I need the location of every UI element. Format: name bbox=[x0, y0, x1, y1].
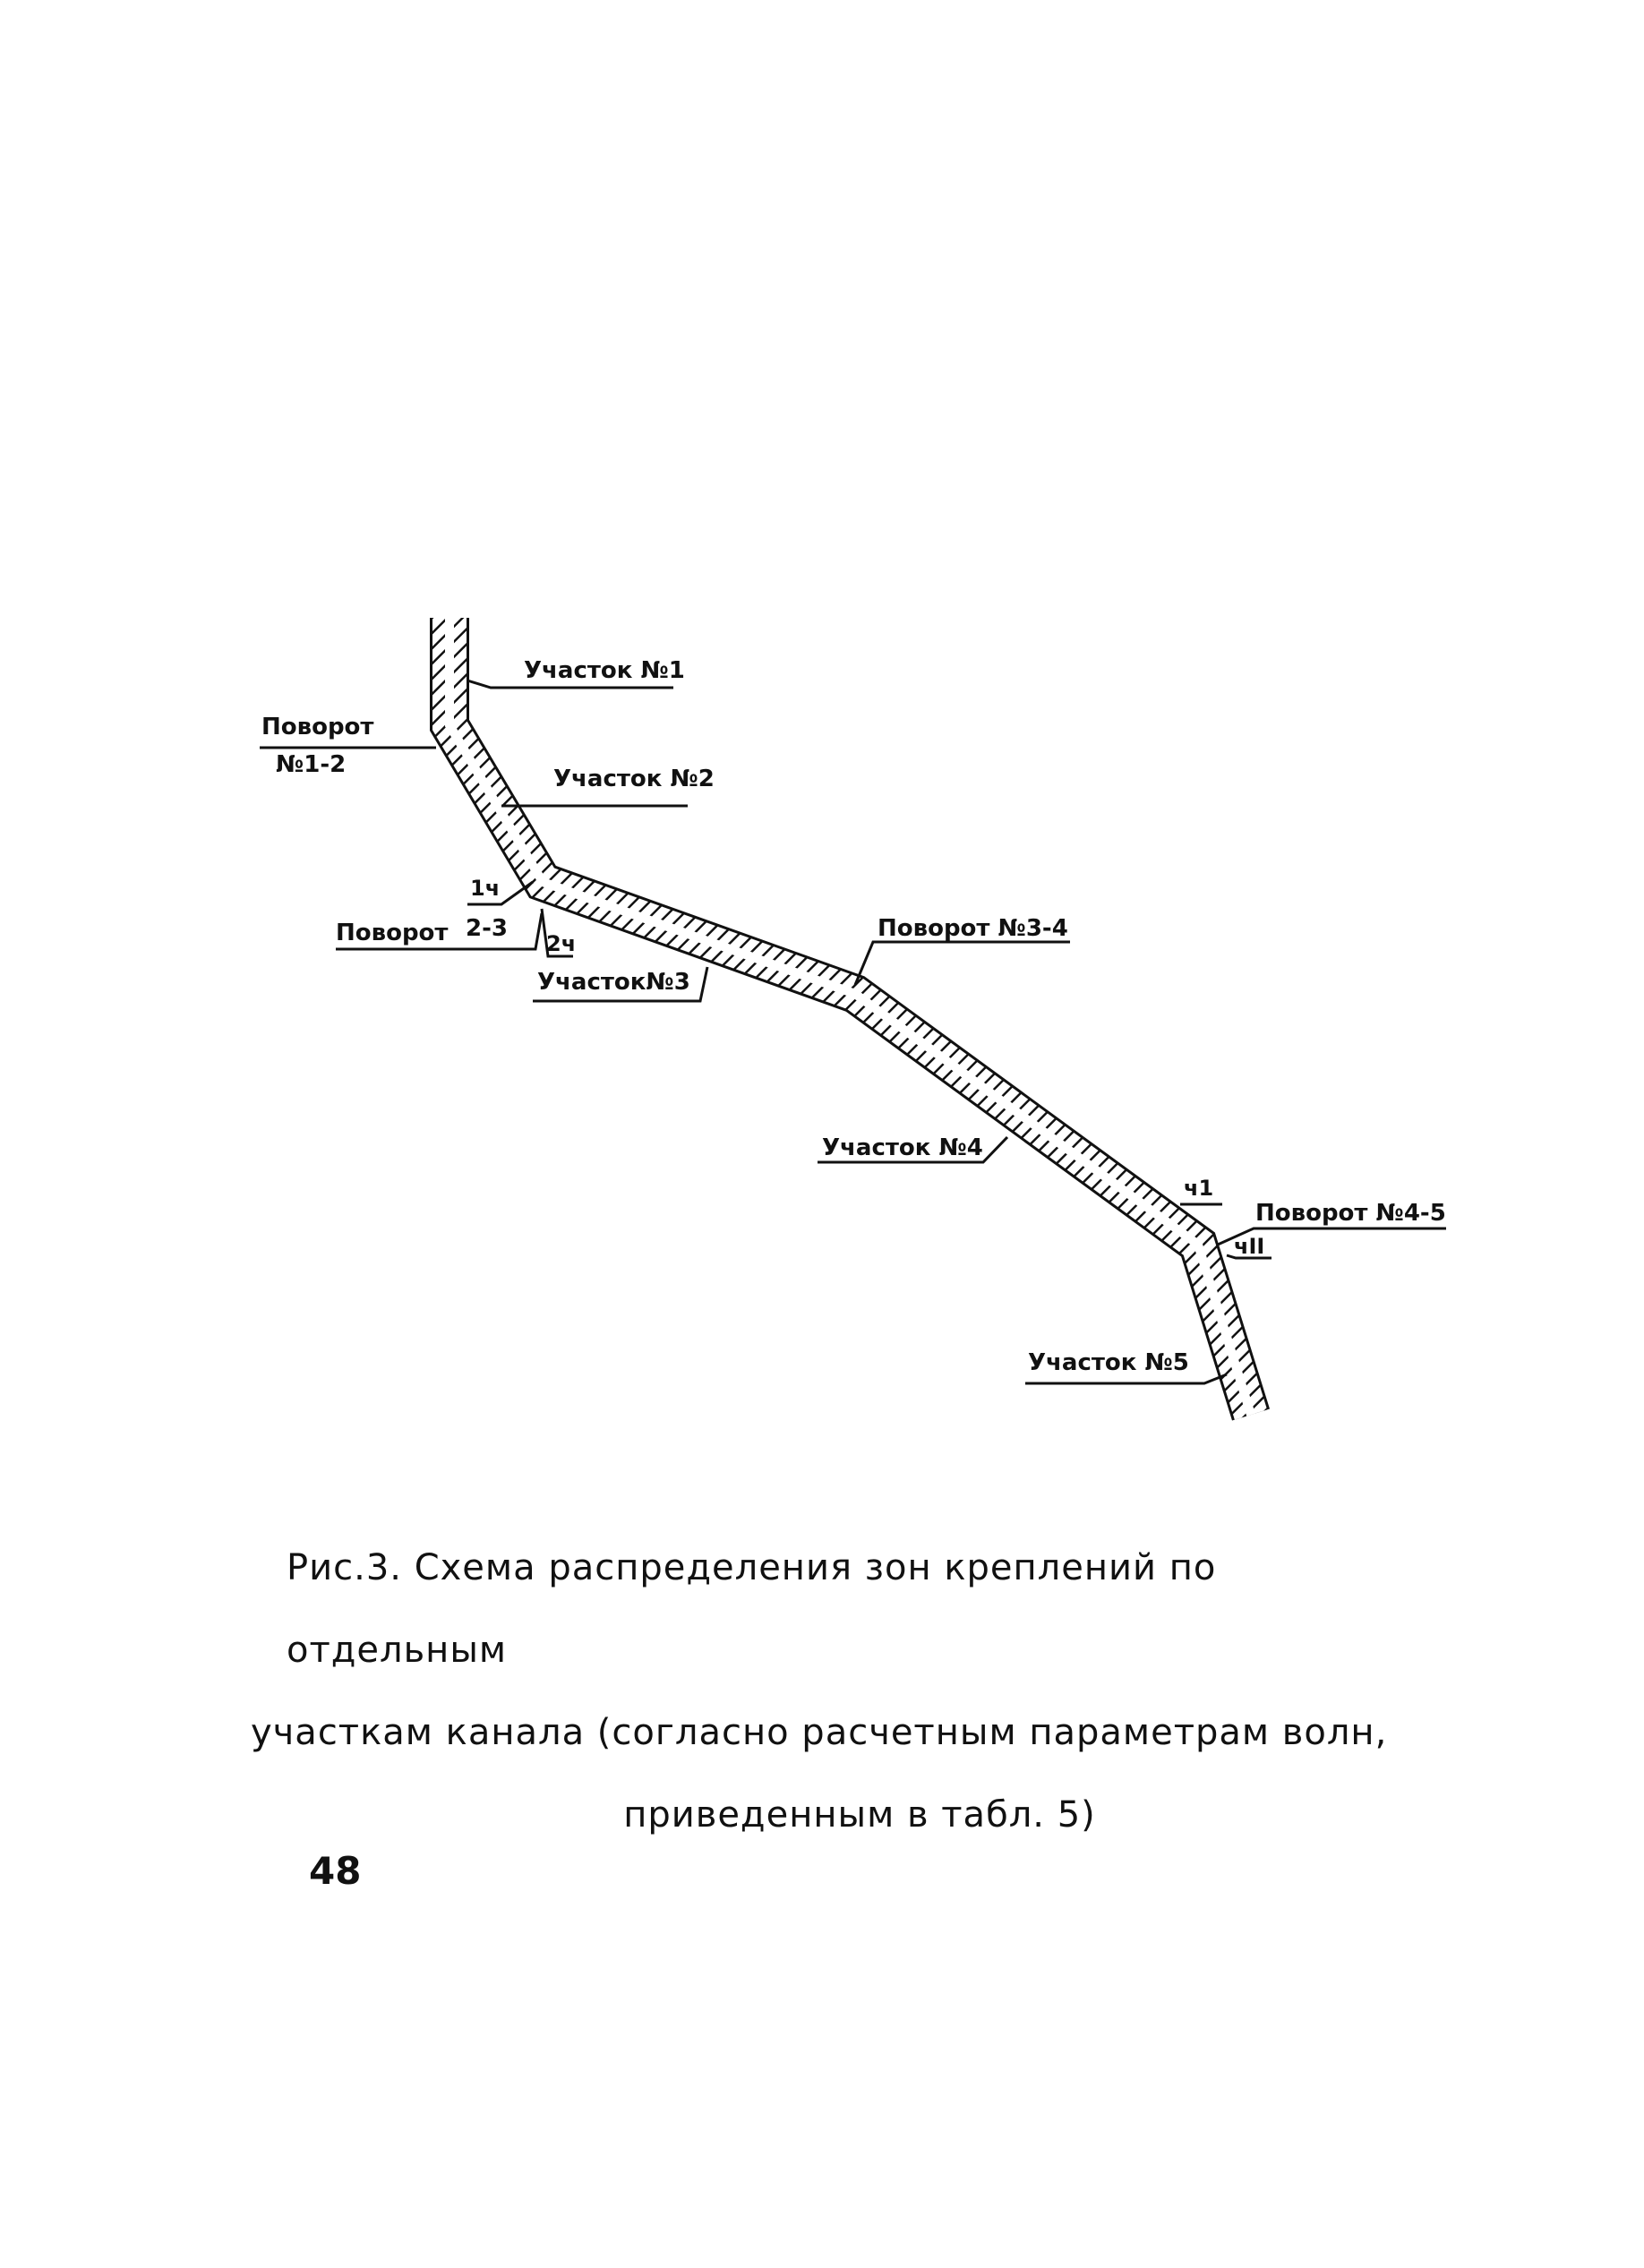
label-section-5: Участок №5 bbox=[1028, 1349, 1189, 1376]
label-section-2: Участок №2 bbox=[553, 766, 715, 792]
label-turn-1-2-bottom: №1-2 bbox=[276, 751, 347, 778]
label-zone-ch1: ч1 bbox=[1184, 1176, 1214, 1201]
label-section-3: Участок№3 bbox=[537, 969, 690, 996]
page-number: 48 bbox=[309, 1849, 362, 1893]
label-turn-1-2-top: Поворот bbox=[261, 714, 374, 740]
label-turn-2-3-word: Поворот bbox=[336, 920, 449, 946]
caption-line-2: участкам канала (согласно расчетным параметрам волн, bbox=[251, 1712, 1388, 1753]
canal-bank-outline bbox=[450, 618, 1251, 1415]
label-section-4: Участок №4 bbox=[822, 1134, 983, 1161]
figure-caption bbox=[251, 1527, 1415, 1856]
leader-turn-3-4 bbox=[855, 942, 1070, 985]
canal-route bbox=[450, 618, 1251, 1415]
label-zone-1ch: 1ч bbox=[470, 876, 501, 901]
caption-line-1: Рис.3. Схема распределения зон креплений по отдельным bbox=[287, 1547, 1217, 1671]
caption-line-3: приведенным в табл. 5) bbox=[623, 1794, 1096, 1836]
canal-bank-hatching bbox=[450, 618, 1251, 1415]
label-zone-2ch: 2ч bbox=[546, 931, 577, 956]
canal-water-channel bbox=[450, 618, 1251, 1415]
label-zone-chII: чII bbox=[1234, 1234, 1265, 1259]
label-turn-2-3-num: 2-3 bbox=[466, 915, 508, 942]
leader-lines bbox=[260, 680, 1446, 1383]
label-section-1: Участок №1 bbox=[524, 657, 685, 684]
label-turn-4-5: Поворот №4-5 bbox=[1255, 1200, 1446, 1227]
label-turn-3-4: Поворот №3-4 bbox=[878, 915, 1068, 942]
